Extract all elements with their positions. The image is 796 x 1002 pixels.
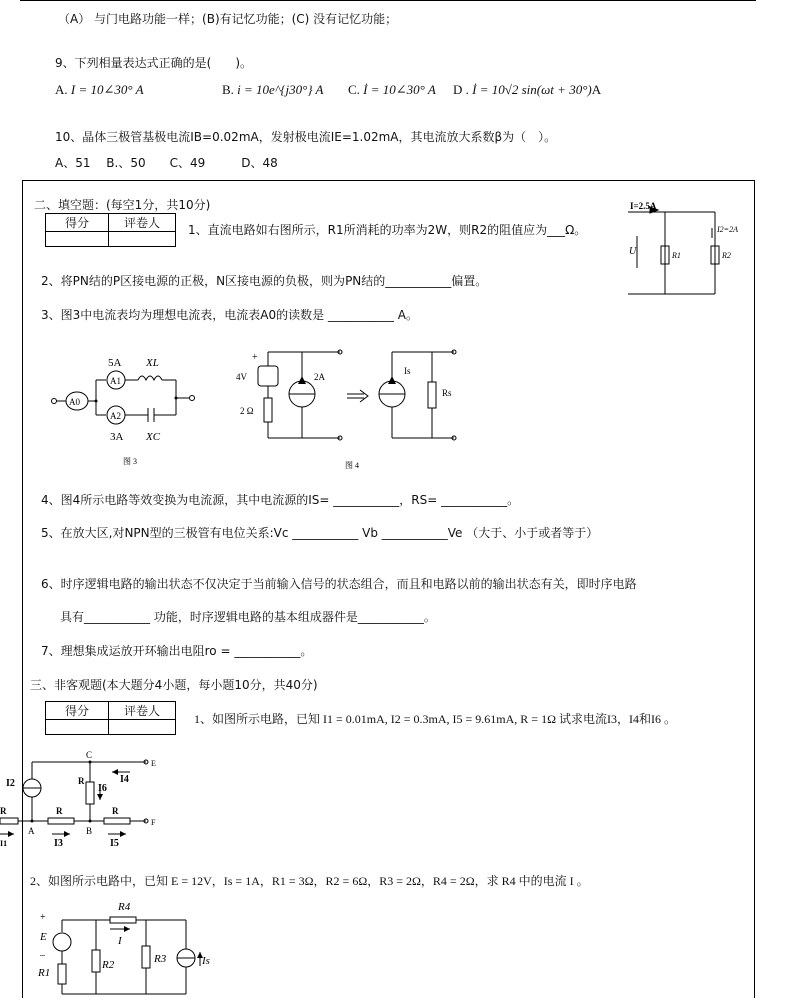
fig4-caption: 图 4 [345, 461, 359, 470]
fig-q1-i4: I4 [120, 774, 129, 785]
q10-stem: 10、晶体三极管基极电流IB=0.02mA，发射极电流IE=1.02mA，其电流放大系数β为（ ）。 [55, 130, 557, 144]
s2-q1: 1、直流电路如右图所示，R1所消耗的功率为2W，则R2的阻值应为___Ω。 [188, 223, 587, 237]
s2-q4: 4、图4所示电路等效变换为电流源，其中电流源的IS= ___________，RS= ___________。 [41, 493, 520, 507]
fig3-a2-current: 3A [110, 431, 124, 443]
fig-q2-is: Is [202, 955, 210, 967]
score-cell [46, 720, 109, 735]
dc-i-label: I=2.5A [630, 201, 657, 211]
prev-question-options: （A） 与门电路功能一样；(B)有记忆功能；(C) 没有记忆功能； [58, 12, 398, 26]
dc-r1-label: R1 [672, 251, 681, 260]
fig3-xc: XC [146, 431, 161, 443]
fig-q2-r4: R4 [118, 901, 131, 913]
fig-q1-r-left: R [0, 806, 7, 816]
fig3-a1-current: 5A [108, 357, 122, 369]
s2-q5: 5、在放大区,对NPN型的三极管有电位关系:Vc ___________ Vb ___________Ve （大于、小于或者等于） [41, 526, 599, 540]
s2-q7: 7、理想集成运放开环输出电阻ro = ___________。 [41, 644, 313, 658]
fig3-a1: A1 [110, 376, 121, 386]
fig-q1-node-c: C [86, 750, 93, 760]
s3-q2: 2、如图所示电路中，已知 E = 12V，Is = 1A，R1 = 3Ω，R2 = 6Ω，R3 = 2Ω，R4 = 2Ω，求 R4 中的电流 I 。 [30, 874, 589, 888]
top-rule [20, 0, 756, 1]
fig-q1-r-mid: R [56, 806, 63, 816]
fig-q2-r2: R2 [102, 959, 115, 971]
fig-q1-node-a: A [28, 826, 35, 836]
section3-title: 三、非客观题(本大题分4小题，每小题10分，共40分) [30, 678, 318, 692]
dc-circuit-figure [620, 198, 750, 300]
s3-q2-circuit [34, 896, 224, 1000]
section2-title: 二、填空题：(每空1分，共10分) [34, 198, 211, 212]
grader-cell [109, 232, 176, 247]
fig3-a2: A2 [110, 411, 121, 421]
fig4-plus: + [252, 352, 258, 363]
fig4-r-label: 2 Ω [240, 406, 254, 416]
figure-3 [48, 348, 208, 473]
fig3-xl: XL [146, 357, 159, 369]
s2-q6-line2: 具有___________ 功能，时序逻辑电路的基本组成器件是___________。 [60, 610, 436, 624]
grader-header: 评卷人 [109, 214, 176, 232]
dc-u-label: U [629, 246, 637, 257]
q9-option-b: B. i = 10e^{j30°} A [222, 82, 324, 97]
grader-cell [109, 720, 176, 735]
fig-q2-minus: – [40, 950, 45, 961]
section3-score-table [45, 701, 176, 735]
fig4-rs-label: Rs [442, 388, 452, 398]
fig-q1-i5: I5 [110, 838, 119, 848]
fig-q1-i1: I1 [0, 839, 8, 848]
q10-options: A、51 B.、50 C、49 D、48 [55, 156, 278, 170]
q9-option-c: C. İ = 10∠30° A [348, 82, 436, 97]
figure-4 [232, 346, 464, 471]
fig-q1-node-f: F [151, 818, 156, 827]
s2-q2: 2、将PN结的P区接电源的正极，N区接电源的负极，则为PN结的___________偏置。 [41, 274, 488, 288]
fig-q1-i2: I2 [6, 778, 15, 789]
q9-option-a: A. I = 10∠30° A [55, 82, 144, 97]
fig-q2-r3: R3 [154, 953, 167, 965]
fig-q1-r-right: R [112, 806, 119, 816]
section2-score-table [45, 213, 176, 247]
s3-q1: 1、如图所示电路，已知 I1 = 0.01mA, I2 = 0.3mA, I5 = 9.61mA, R = 1Ω 试求电流I3，I4和I6 。 [194, 712, 676, 726]
fig-q1-r-vert: R [78, 776, 85, 786]
fig-q1-i6: I6 [98, 783, 107, 794]
fig-q1-node-b: B [86, 826, 93, 836]
fig-q2-e: E [40, 931, 47, 943]
fig3-a0: A0 [69, 397, 80, 407]
fig-q2-i: I [118, 935, 122, 947]
grader-header: 评卷人 [109, 702, 176, 720]
dc-r2-label: R2 [722, 251, 731, 260]
fig-q2-plus: + [40, 912, 46, 923]
q9-stem: 9、下列相量表达式正确的是( )。 [55, 56, 252, 70]
s3-q1-circuit [0, 748, 165, 848]
s2-q6-line1: 6、时序逻辑电路的输出状态不仅决定于当前输入信号的状态组合，而且和电路以前的输出状态有关，即时序电路 [41, 577, 637, 591]
s2-q3: 3、图3中电流表均为理想电流表，电流表A0的读数是 ___________ A。 [41, 308, 418, 322]
score-cell [46, 232, 109, 247]
fig4-i-label: 2A [314, 372, 325, 382]
dc-i2-label: I2=2A [717, 225, 738, 234]
score-header: 得分 [46, 702, 109, 720]
fig4-is-label: Is [404, 366, 411, 376]
fig-q1-i3: I3 [54, 838, 63, 848]
fig4-v-label: 4V [236, 372, 247, 382]
score-header: 得分 [46, 214, 109, 232]
fig-q2-r1: R1 [38, 967, 51, 979]
fig-q1-node-e: E [151, 759, 156, 768]
q9-option-d: D . İ = 10√2 sin(ωt + 30°)A [453, 82, 602, 97]
fig3-caption: 图 3 [123, 457, 137, 466]
